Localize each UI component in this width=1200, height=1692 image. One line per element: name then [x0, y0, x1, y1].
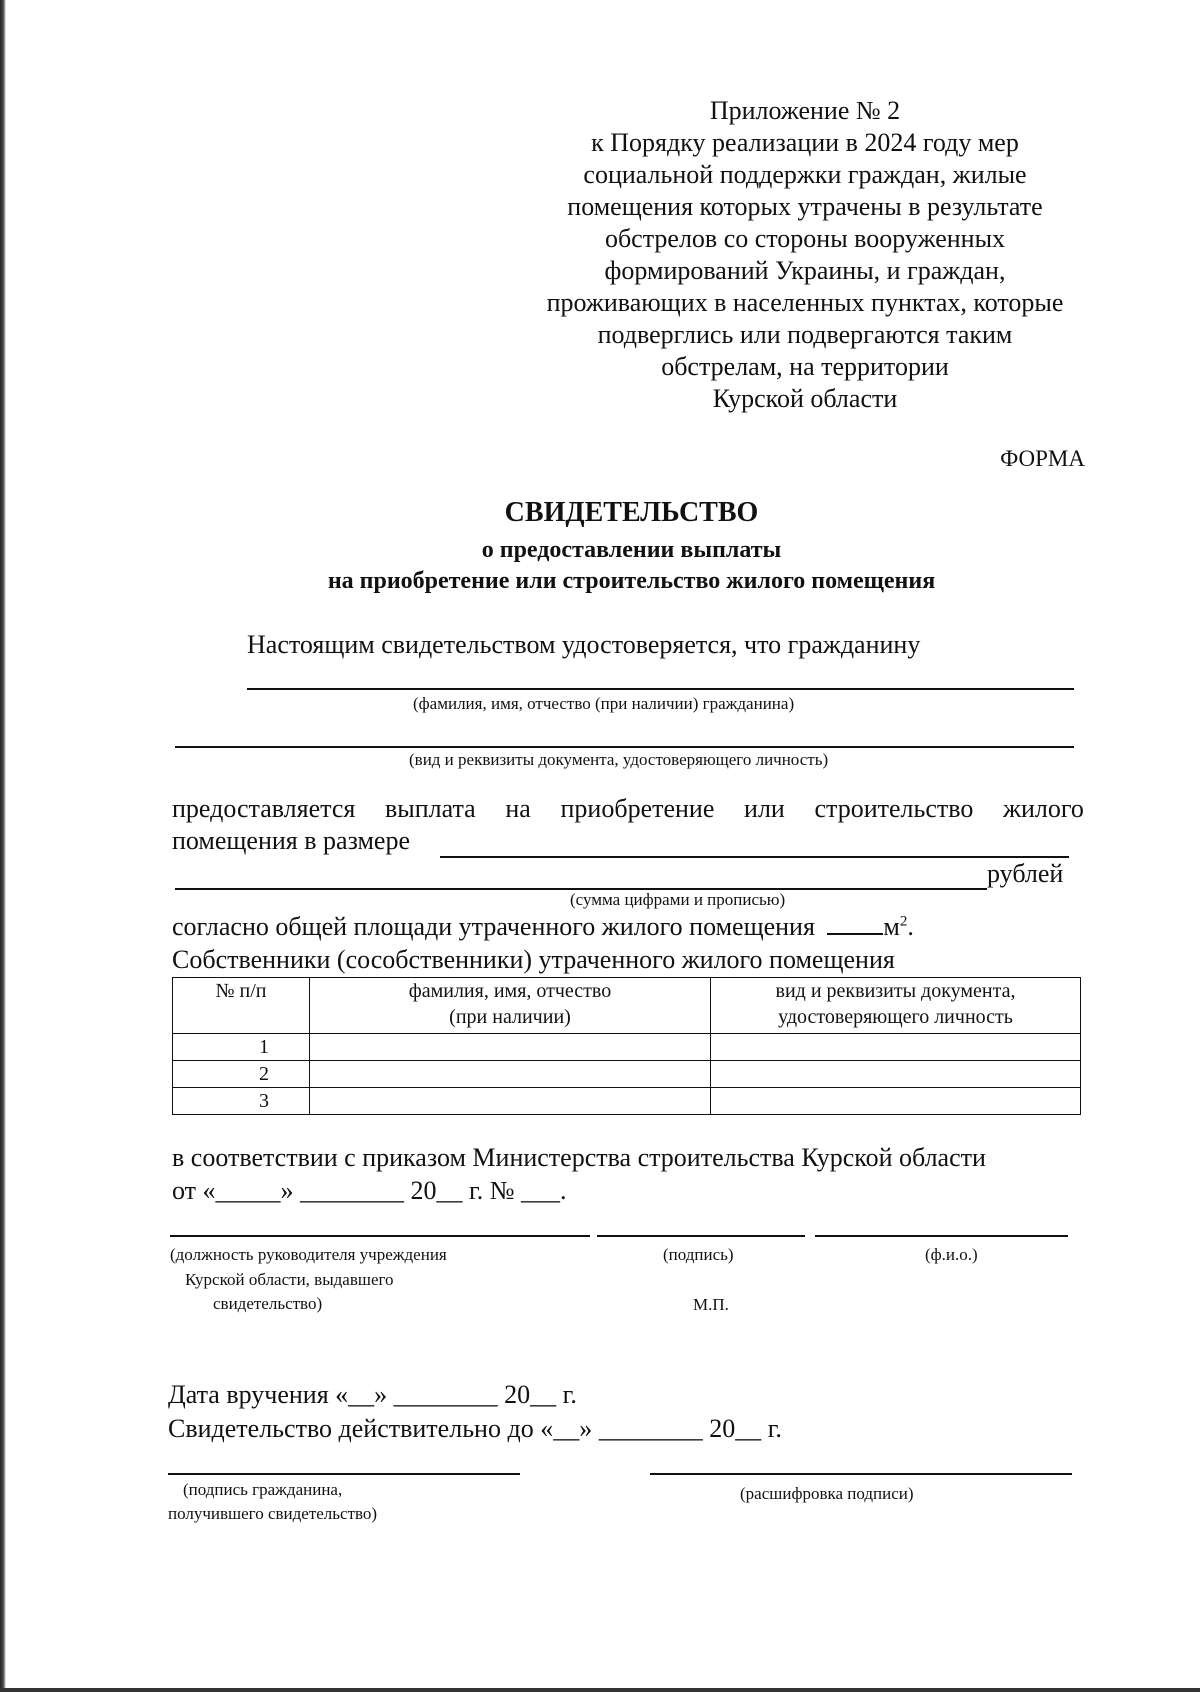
head-signature-line[interactable]: [597, 1235, 805, 1237]
order-date-number: от «_____» ________ 20__ г. № ___.: [172, 1176, 567, 1205]
annex-line: к Порядку реализации в 2024 году мер: [591, 128, 1019, 157]
header-number: № п/п: [173, 978, 310, 1034]
area-field[interactable]: [827, 911, 883, 935]
valid-until: Свидетельство действительно до «__» ________ 20__ г.: [168, 1414, 782, 1443]
fio-field-line[interactable]: [247, 688, 1074, 690]
header-fio: [310, 978, 711, 1034]
amount-field-line[interactable]: [440, 856, 1069, 858]
grant-word: приобретение: [560, 794, 715, 823]
head-fio-line[interactable]: [815, 1235, 1068, 1237]
form-label: ФОРМА: [1000, 446, 1085, 471]
area-exponent: 2: [899, 913, 908, 930]
id-document-field-line[interactable]: [175, 746, 1074, 748]
table-header-row: [173, 978, 1081, 1034]
grant-word: выплата: [385, 794, 476, 823]
owners-title: Собственники (сособственники) утраченного жилого помещения: [172, 945, 895, 974]
annex-header: [520, 95, 1090, 415]
annex-line: Курской области: [712, 384, 898, 413]
issue-date: Дата вручения «__» ________ 20__ г.: [168, 1380, 577, 1409]
document-subtitle: о предоставлении выплаты: [481, 537, 782, 563]
table-row: [173, 1088, 1081, 1115]
fio-caption: (фамилия, имя, отчество (при наличии) гражданина): [413, 694, 795, 713]
annex-line: обстрелам, на территории: [661, 352, 949, 381]
grant-word: на: [505, 794, 531, 823]
position-caption: свидетельство): [213, 1294, 323, 1313]
header-id-line: удостоверяющего личность: [778, 1006, 1013, 1028]
row-number: 1: [173, 1034, 310, 1061]
area-label: согласно общей площади утраченного жилого помещения: [172, 912, 815, 941]
grant-word: предоставляется: [172, 794, 356, 823]
scan-edge-bottom: [0, 1688, 1200, 1692]
area-text: [172, 911, 914, 942]
fio-cell[interactable]: [310, 1088, 711, 1115]
annex-line: подверглись или подвергаются таким: [597, 320, 1013, 349]
signature-caption: (подпись): [663, 1245, 734, 1264]
annex-line: проживающих в населенных пунктах, которые: [546, 288, 1064, 317]
sum-caption: (сумма цифрами и прописью): [570, 890, 786, 909]
owners-table: [172, 977, 1081, 1115]
fio-cell[interactable]: [310, 1061, 711, 1088]
fio-cell[interactable]: [310, 1034, 711, 1061]
order-reference: в соответствии с приказом Министерства строительства Курской области: [172, 1143, 986, 1172]
id-cell[interactable]: [711, 1061, 1081, 1088]
table-row: [173, 1061, 1081, 1088]
id-document-caption: (вид и реквизиты документа, удостоверяющего личность): [409, 750, 829, 769]
grant-amount-label: помещения в размере: [172, 826, 411, 855]
area-period: .: [907, 912, 914, 941]
row-number: 2: [173, 1061, 310, 1088]
document-title: СВИДЕТЕЛЬСТВО: [504, 497, 759, 528]
rubles-label: рублей: [987, 859, 1064, 888]
table-row: [173, 1034, 1081, 1061]
grant-word: жилого: [1003, 794, 1084, 823]
position-signature-line[interactable]: [170, 1235, 590, 1237]
fio-short-caption: (ф.и.о.): [925, 1245, 978, 1264]
position-caption: Курской области, выдавшего: [185, 1270, 394, 1289]
id-cell[interactable]: [711, 1088, 1081, 1115]
grant-word: или: [744, 794, 785, 823]
scan-edge-left: [0, 0, 6, 1692]
header-id-document: [711, 978, 1081, 1034]
header-id-line: вид и реквизиты документа,: [775, 980, 1016, 1002]
citizen-decode-line[interactable]: [650, 1473, 1072, 1475]
grant-word: строительство: [814, 794, 974, 823]
id-cell[interactable]: [711, 1034, 1081, 1061]
annex-line: помещения которых утрачены в результате: [567, 192, 1043, 221]
citizen-sign-caption: получившего свидетельство): [168, 1504, 378, 1523]
header-fio-line: фамилия, имя, отчество: [408, 980, 612, 1002]
stamp-place: М.П.: [693, 1295, 729, 1314]
annex-line: социальной поддержки граждан, жилые: [583, 160, 1027, 189]
grant-text-line: [172, 794, 1084, 824]
annex-line: обстрелов со стороны вооруженных: [604, 224, 1006, 253]
header-fio-line: (при наличии): [449, 1006, 571, 1028]
citizen-signature-line[interactable]: [168, 1473, 520, 1475]
intro-text: Настоящим свидетельством удостоверяется, что гражданину: [247, 630, 921, 659]
position-caption: (должность руководителя учреждения: [170, 1245, 447, 1264]
row-number: 3: [173, 1088, 310, 1115]
annex-line: формирований Украины, и граждан,: [604, 256, 1006, 285]
area-unit: м: [883, 912, 900, 941]
citizen-sign-caption: (подпись гражданина,: [183, 1480, 343, 1499]
document-subtitle: на приобретение или строительство жилого помещения: [327, 568, 936, 594]
annex-line: Приложение № 2: [709, 96, 901, 125]
decode-caption: (расшифровка подписи): [740, 1484, 914, 1503]
